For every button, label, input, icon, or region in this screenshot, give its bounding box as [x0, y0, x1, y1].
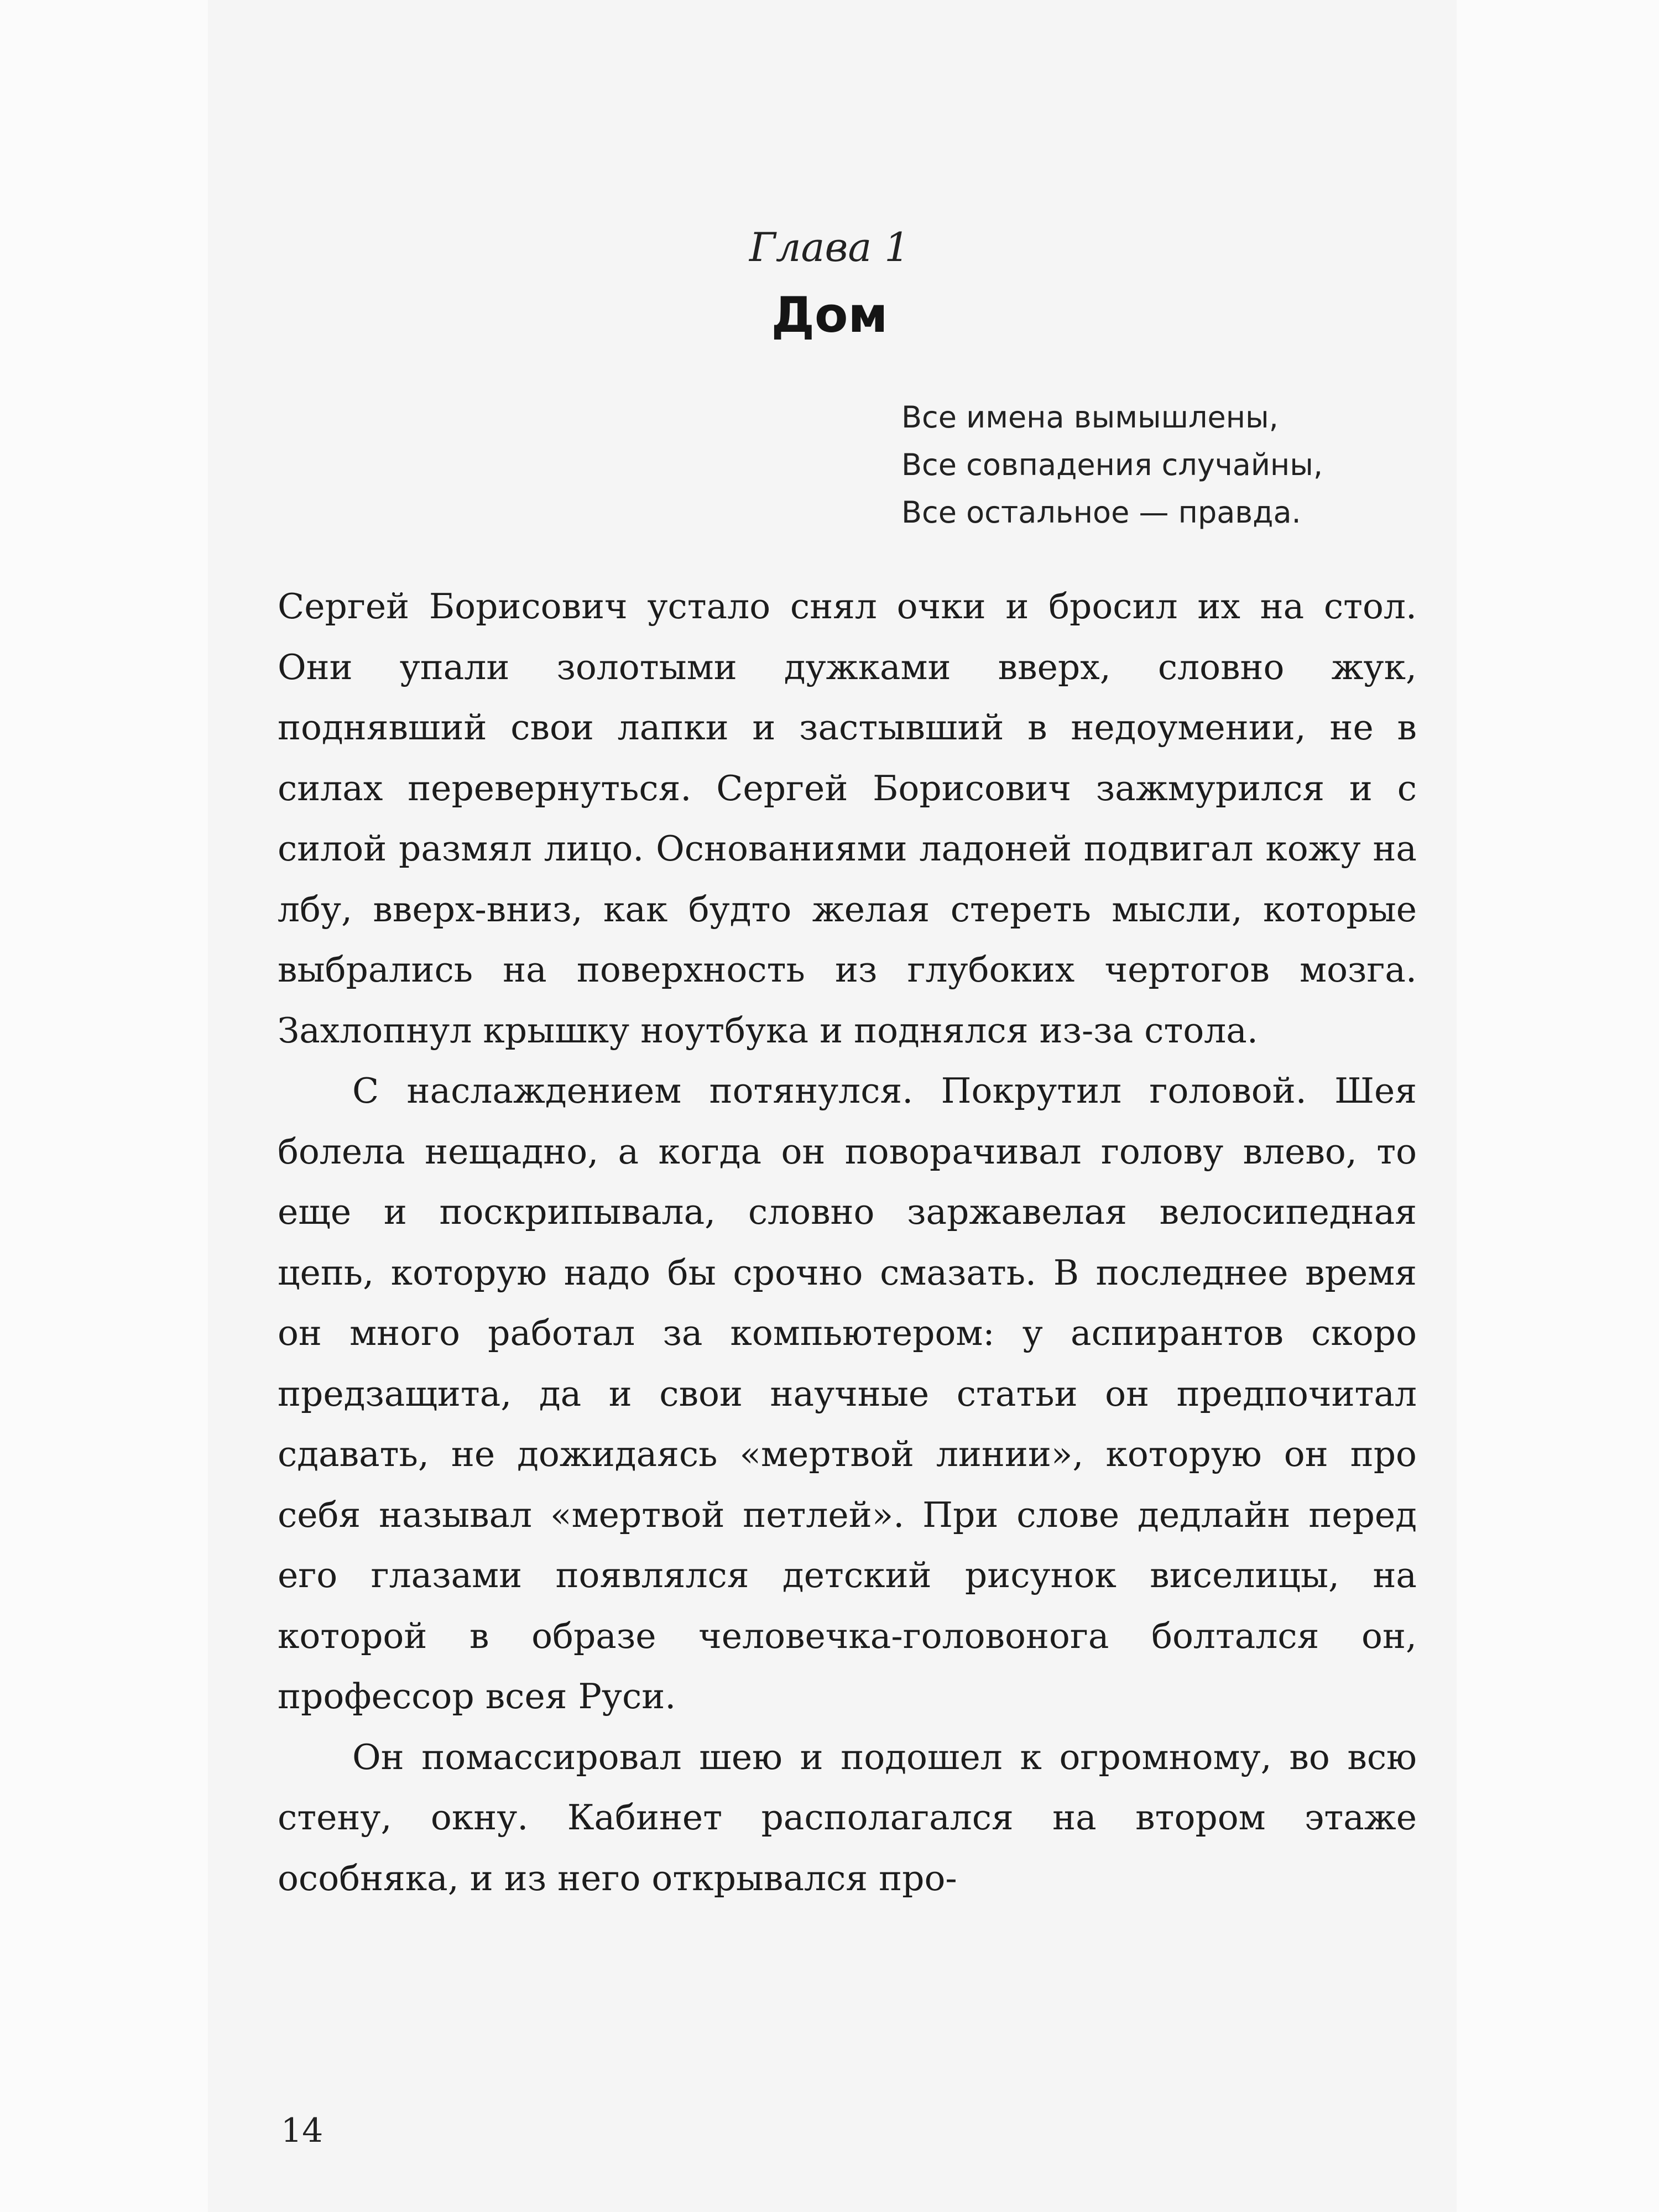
chapter-body: [278, 576, 1417, 1908]
epigraph-line: Все остальное — правда.: [901, 495, 1301, 530]
epigraph-line: Все совпадения случайны,: [901, 447, 1323, 482]
paragraph: С наслаждением потянулся. Покрутил головой. Шея болела нещадно, а когда он поворачивал голову влево, то еще и поскрипывала, словно заржавелая велосипедная цепь, которую надо бы срочно смазать. В последнее время он много работал за компьютером: у аспирантов скоро предзащита, да и свои научные статьи он предпочитал сдавать, не дожидаясь «мертвой линии», которую он про себя называл «мертвой петлей». При слове дедлайн перед его глазами появлялся детский рисунок виселицы, на которой в образе человечка-головонога болтался он, профессор всея Руси.: [278, 1071, 1417, 1717]
paragraph: Он помассировал шею и подошел к огромному, во всю стену, окну. Кабинет располагался на втором этаже особняка, и из него открывался про-: [278, 1736, 1417, 1898]
paragraph: Сергей Борисович устало снял очки и бросил их на стол. Они упали золотыми дужками вверх, словно жук, поднявший свои лапки и застывший в недоумении, не в силах перевернуться. Сергей Борисович зажмурился и с силой размял лицо. Основаниями ладоней подвигал кожу на лбу, вверх-вниз, как будто желая стереть мысли, которые выбрались на поверхность из глубоких чертогов мозга. Захлопнул крышку ноутбука и поднялся из-за стола.: [278, 586, 1417, 1051]
epigraph: [901, 394, 1323, 536]
chapter-label: Глава 1: [749, 224, 910, 270]
epigraph-line: Все имена вымышлены,: [901, 400, 1279, 435]
page-number: 14: [281, 2111, 324, 2150]
chapter-title: Дом: [771, 286, 888, 343]
